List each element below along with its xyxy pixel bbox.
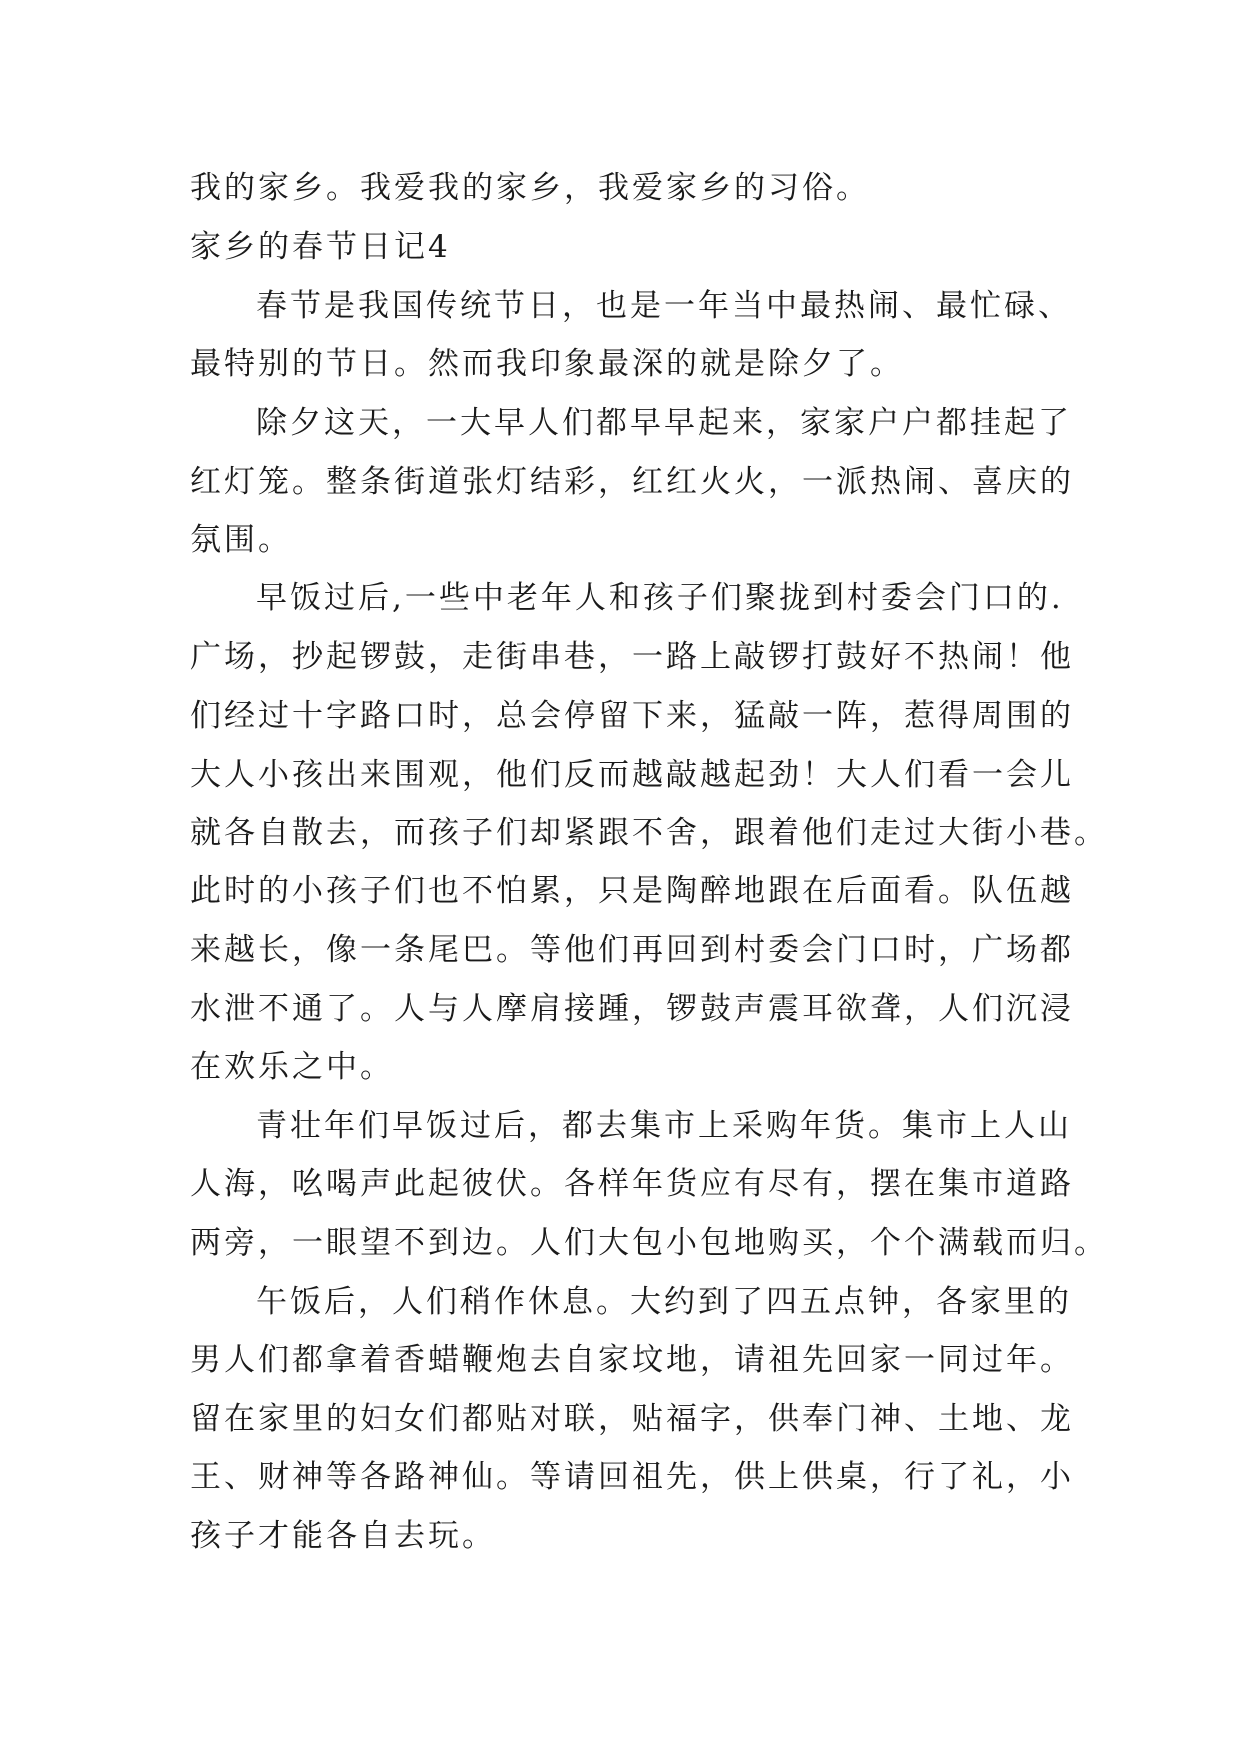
paragraph-line: 除夕这天，一大早人们都早早起来，家家户户都挂起了: [256, 405, 1072, 441]
paragraph-line: 红灯笼。整条街道张灯结彩，红红火火，一派热闹、喜庆的: [190, 464, 1074, 500]
paragraph-line: 午饭后，人们稍作休息。大约到了四五点钟，各家里的: [256, 1284, 1072, 1320]
paragraph-line: 春节是我国传统节日，也是一年当中最热闹、最忙碌、: [256, 288, 1072, 324]
paragraph-line: 广场，抄起锣鼓，走街串巷，一路上敲锣打鼓好不热闹！他: [190, 639, 1074, 675]
paragraph-line: 们经过十字路口时，总会停留下来，猛敲一阵，惹得周围的: [190, 698, 1074, 734]
paragraph-line: 就各自散去，而孩子们却紧跟不舍，跟着他们走过大街小巷。: [190, 815, 1108, 851]
paragraph-line: 最特别的节日。然而我印象最深的就是除夕了。: [190, 346, 904, 382]
paragraph-line: 青壮年们早饭过后，都去集市上采购年货。集市上人山: [256, 1108, 1072, 1144]
paragraph-line: 水泄不通了。人与人摩肩接踵，锣鼓声震耳欲聋，人们沉浸: [190, 991, 1074, 1027]
paragraph-line: 在欢乐之中。: [190, 1049, 394, 1085]
paragraph-line: 来越长，像一条尾巴。等他们再回到村委会门口时，广场都: [190, 932, 1074, 968]
paragraph-line: 王、财神等各路神仙。等请回祖先，供上供桌，行了礼，小: [190, 1459, 1074, 1495]
paragraph-line: 两旁，一眼望不到边。人们大包小包地购买，个个满载而归。: [190, 1225, 1108, 1261]
paragraph-line: 孩子才能各自去玩。: [190, 1518, 496, 1554]
paragraph-line: 早饭过后,一些中老年人和孩子们聚拢到村委会门口的.: [256, 580, 1064, 616]
paragraph-line: 人海，吆喝声此起彼伏。各样年货应有尽有，摆在集市道路: [190, 1166, 1074, 1202]
section-heading: 家乡的春节日记4: [190, 229, 451, 265]
paragraph-line: 此时的小孩子们也不怕累，只是陶醉地跟在后面看。队伍越: [190, 873, 1074, 909]
paragraph-line: 男人们都拿着香蜡鞭炮去自家坟地，请祖先回家一同过年。: [190, 1342, 1074, 1378]
paragraph-line: 大人小孩出来围观，他们反而越敲越起劲！大人们看一会儿: [190, 757, 1074, 793]
text-line: 我的家乡。我爱我的家乡，我爱家乡的习俗。: [190, 170, 870, 206]
paragraph-line: 氛围。: [190, 522, 292, 558]
paragraph-line: 留在家里的妇女们都贴对联，贴福字，供奉门神、土地、龙: [190, 1401, 1074, 1437]
